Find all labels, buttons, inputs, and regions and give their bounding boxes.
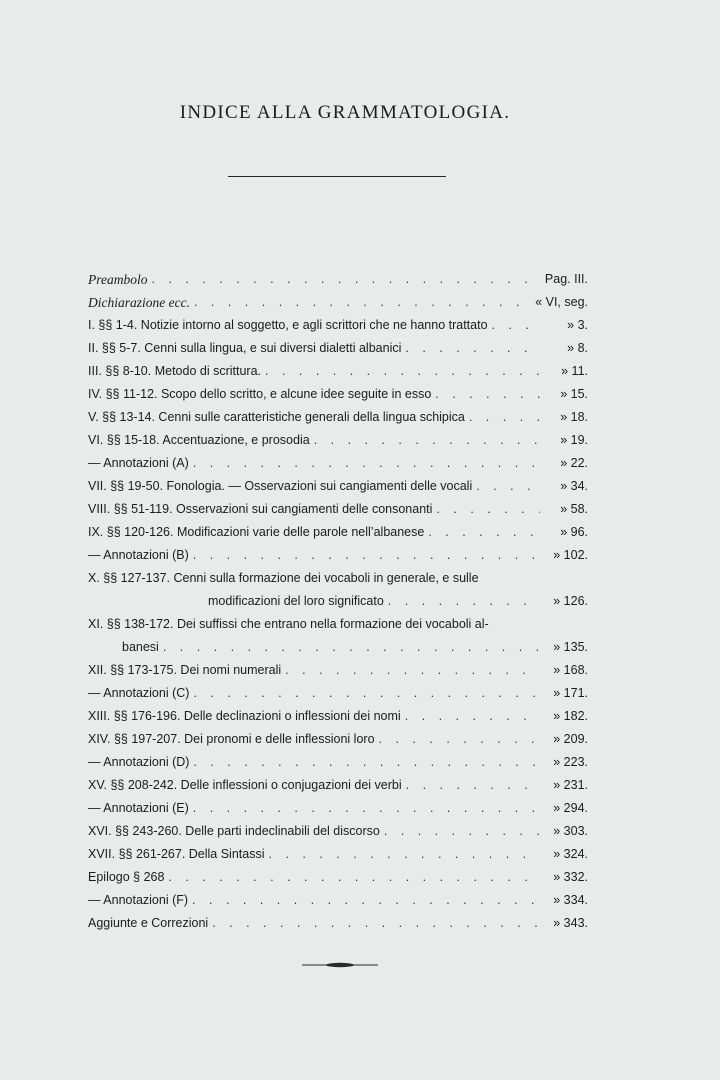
toc-entry-text: V. §§ 13-14. Cenni sulle caratteristiche generali della lingua schipica: [88, 410, 465, 424]
leader-dots: [435, 383, 540, 406]
toc-entry-chapter-13[interactable]: [88, 705, 588, 728]
leader-dots: [269, 843, 541, 866]
leader-dots: [314, 429, 540, 452]
toc-entry-annotazioni-b[interactable]: [88, 544, 588, 567]
toc-entry-chapter-4[interactable]: [88, 383, 588, 406]
toc-page-number: » 11.: [561, 364, 588, 378]
toc-entry-text: VI. §§ 15-18. Accentuazione, e prosodia: [88, 433, 310, 447]
toc-entry-text: — Annotazioni (C): [88, 686, 190, 700]
toc-page-number: Pag. III.: [544, 272, 588, 286]
toc-page-number: » 171.: [553, 686, 588, 700]
toc-entry-text: IV. §§ 11-12. Scopo dello scritto, e alcune idee seguite in esso: [88, 387, 432, 401]
toc-entry-annotazioni-e[interactable]: [88, 797, 588, 820]
leader-dots: [388, 590, 540, 613]
title-divider: [228, 176, 446, 177]
toc-page-number: » 231.: [553, 778, 588, 792]
toc-entry-text: I. §§ 1-4. Notizie intorno al soggetto, e agli scrittori che ne hanno trattato: [88, 318, 488, 332]
toc-entry-text: Dichiarazione ecc.: [88, 295, 190, 310]
leader-dots: [152, 268, 541, 291]
toc-entry-chapter-6[interactable]: [88, 429, 588, 452]
toc-entry-text: — Annotazioni (F): [88, 893, 189, 907]
toc-entry-text: IX. §§ 120-126. Modificazioni varie delle parole nell’albanese: [88, 525, 425, 539]
toc-entry-text: Aggiunte e Correzioni: [88, 916, 209, 930]
toc-page-number: » 209.: [553, 732, 588, 746]
toc-entry-text: XVI. §§ 243-260. Delle parti indeclinabili del discorso: [88, 824, 380, 838]
toc-entry-chapter-10[interactable]: [88, 567, 588, 590]
toc-entry-text: — Annotazioni (D): [88, 755, 190, 769]
leader-dots: [168, 866, 540, 889]
toc-page-number: » 303.: [553, 824, 588, 838]
toc-page-number: » 15.: [560, 387, 588, 401]
toc-page-number: » 8.: [567, 341, 588, 355]
toc-entry-epilogo[interactable]: [88, 866, 588, 889]
toc-page-number: » 96.: [560, 525, 588, 539]
toc-entry-text: XII. §§ 173-175. Dei nomi numerali: [88, 663, 282, 677]
toc-entry-text: Preambolo: [88, 272, 148, 287]
leader-dots: [194, 291, 531, 314]
toc-page-number: » 182.: [553, 709, 588, 723]
table-of-contents: [88, 268, 588, 935]
toc-entry-chapter-15[interactable]: [88, 774, 588, 797]
toc-page-number: » 102.: [553, 548, 588, 562]
toc-entry-chapter-5[interactable]: [88, 406, 588, 429]
toc-page-number: » 135.: [553, 640, 588, 654]
toc-entry-text: XV. §§ 208-242. Delle inflessioni o conjugazioni dei verbi: [88, 778, 402, 792]
toc-entry-chapter-8[interactable]: [88, 498, 588, 521]
toc-page-number: » 34.: [560, 479, 588, 493]
toc-page-number: » 324.: [553, 847, 588, 861]
toc-entry-text: III. §§ 8-10. Metodo di scrittura.: [88, 364, 261, 378]
toc-entry-chapter-17[interactable]: [88, 843, 588, 866]
toc-entry-aggiunte[interactable]: [88, 912, 588, 935]
leader-dots: [405, 705, 540, 728]
toc-entry-preambolo[interactable]: [88, 268, 588, 291]
leader-dots: [193, 682, 540, 705]
toc-entry-text: VIII. §§ 51-119. Osservazioni sui cangiamenti delle consonanti: [88, 502, 433, 516]
toc-entry-text: modificazioni del loro significato: [208, 594, 384, 608]
toc-entry-text: II. §§ 5-7. Cenni sulla lingua, e sui diversi dialetti albanici: [88, 341, 402, 355]
toc-entry-text: VII. §§ 19-50. Fonologia. — Osservazioni sui cangiamenti delle vocali: [88, 479, 473, 493]
toc-page-number: « VI, seg.: [535, 295, 588, 309]
leader-dots: [285, 659, 540, 682]
leader-dots: [436, 498, 540, 521]
leader-dots: [384, 820, 540, 843]
toc-entry-annotazioni-a[interactable]: [88, 452, 588, 475]
toc-entry-text: XIV. §§ 197-207. Dei pronomi e delle inflessioni loro: [88, 732, 375, 746]
toc-entry-chapter-9[interactable]: [88, 521, 588, 544]
toc-entry-annotazioni-f[interactable]: [88, 889, 588, 912]
leader-dots: [192, 889, 540, 912]
toc-page-number: » 294.: [553, 801, 588, 815]
toc-page-number: » 334.: [553, 893, 588, 907]
toc-page-number: » 22.: [560, 456, 588, 470]
toc-entry-text: — Annotazioni (E): [88, 801, 189, 815]
leader-dots: [406, 774, 540, 797]
leader-dots: [265, 360, 540, 383]
toc-page-number: » 3.: [567, 318, 588, 332]
toc-entry-chapter-1[interactable]: [88, 314, 588, 337]
leader-dots: [193, 544, 540, 567]
leader-dots: [405, 337, 540, 360]
page-title: INDICE ALLA GRAMMATOLOGIA.: [179, 102, 511, 123]
leader-dots: [193, 452, 540, 475]
leader-dots: [379, 728, 540, 751]
toc-entry-text: X. §§ 127-137. Cenni sulla formazione dei vocaboli in generale, e sulle: [88, 571, 479, 585]
leader-dots: [163, 636, 540, 659]
toc-page-number: » 19.: [560, 433, 588, 447]
toc-entry-text: XI. §§ 138-172. Dei suffissi che entrano nella formazione dei vocaboli al-: [88, 617, 489, 631]
toc-page-number: » 58.: [560, 502, 588, 516]
toc-entry-annotazioni-d[interactable]: [88, 751, 588, 774]
toc-entry-chapter-14[interactable]: [88, 728, 588, 751]
leader-dots: [492, 314, 540, 337]
toc-page-number: » 343.: [553, 916, 588, 930]
toc-entry-text: — Annotazioni (B): [88, 548, 189, 562]
toc-entry-chapter-12[interactable]: [88, 659, 588, 682]
toc-entry-chapter-11[interactable]: [88, 613, 588, 636]
leader-dots: [193, 751, 540, 774]
toc-entry-chapter-3[interactable]: [88, 360, 588, 383]
leader-dots: [476, 475, 540, 498]
toc-entry-chapter-10-continued[interactable]: [88, 590, 588, 613]
toc-entry-dichiarazione[interactable]: [88, 291, 588, 314]
toc-entry-annotazioni-c[interactable]: [88, 682, 588, 705]
toc-entry-chapter-11-continued[interactable]: [88, 636, 588, 659]
toc-page-number: » 126.: [553, 594, 588, 608]
toc-entry-text: — Annotazioni (A): [88, 456, 189, 470]
toc-page-number: » 332.: [553, 870, 588, 884]
toc-page-number: » 223.: [553, 755, 588, 769]
toc-entry-chapter-7[interactable]: [88, 475, 588, 498]
toc-entry-chapter-16[interactable]: [88, 820, 588, 843]
toc-entry-chapter-2[interactable]: [88, 337, 588, 360]
leader-dots: [193, 797, 540, 820]
ornamental-divider: [302, 962, 378, 968]
toc-entry-text: XVII. §§ 261-267. Della Sintassi: [88, 847, 265, 861]
toc-page-number: » 18.: [560, 410, 588, 424]
leader-dots: [428, 521, 540, 544]
toc-entry-text: XIII. §§ 176-196. Delle declinazioni o inflessioni dei nomi: [88, 709, 401, 723]
leader-dots: [212, 912, 540, 935]
toc-entry-text: Epilogo § 268: [88, 870, 165, 884]
toc-entry-text: banesi: [122, 640, 159, 654]
toc-page-number: » 168.: [553, 663, 588, 677]
leader-dots: [469, 406, 540, 429]
